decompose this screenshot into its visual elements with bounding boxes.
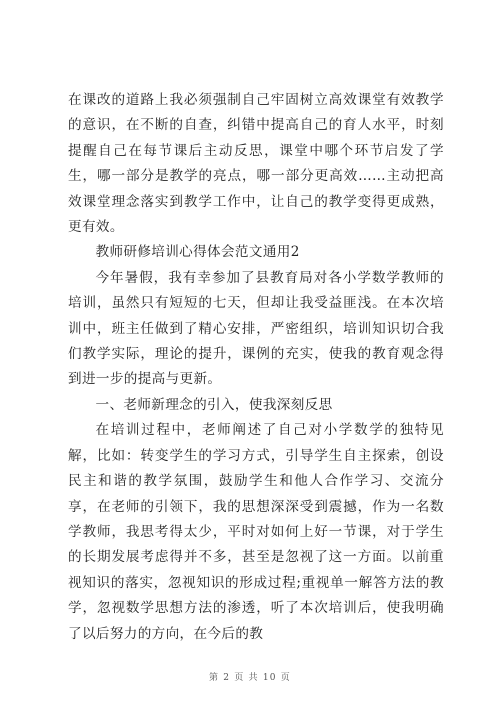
paragraph-reflection: 在培训过程中，老师阐述了自己对小学数学的独特见解，比如：转变学生的学习方式，引导学生自主探索，创设民主和谐的教学氛围，鼓励学生和他人合作学习、交流分享，在老师的引领下，我的思想深深受到震撼，作为一名数学教师，我思考得太少，平时对如何上好一节课，对于学生的长期发展考虑得并不多，甚至是忽视了这一方面。以前重视知识的落实，忽视知识的形成过程;重视单一解答方法的教学，忽视数学思想方法的渗透，听了本次培训后，使我明确了以后努力的方向，在今后的教 [68,422,444,642]
article-title: 教师研修培训心得体会范文通用2 [95,244,300,261]
section-heading: 一、老师新理念的引入，使我深刻反思 [95,396,333,413]
document-body [68,88,444,647]
paragraph-intro: 在课改的道路上我必须强制自己牢固树立高效课堂有效教学的意识，在不断的自查，纠错中提高自己的育人水平，时刻提醒自己在每节课后主动反思，课堂中哪个环节启发了学生，哪一部分是教学的亮点，哪一部分更高效……主动把高效课堂理念落实到教学工作中，让自己的教学变得更成熟，更有效。 [68,92,444,236]
paragraph-training: 今年暑假，我有幸参加了县教育局对各小学数学教师的培训，虽然只有短短的七天，但却让我受益匪浅。在本次培训中，班主任做到了精心安排，严密组织，培训知识切合我们教学实际，理论的提升，课例的充实，使我的教育观念得到进一步的提高与更新。 [68,269,444,388]
page-number-footer: 第 2 页 共 10 页 [209,673,291,683]
